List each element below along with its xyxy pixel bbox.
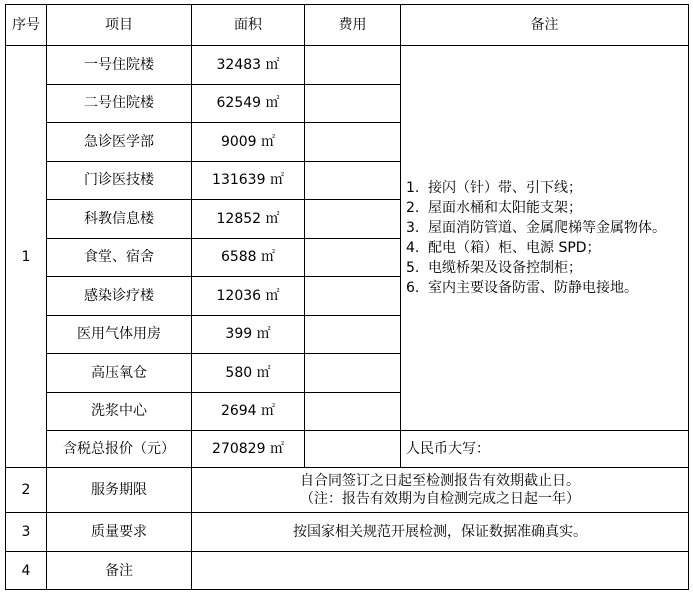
service-period-value: [192, 468, 689, 513]
inspection-scope-remark: [401, 46, 689, 431]
header-item: 项目: [47, 5, 192, 46]
remark-item: [406, 198, 682, 218]
table-row: [6, 46, 689, 85]
building-area: 32483 ㎡: [192, 46, 305, 85]
note-value: [192, 552, 689, 590]
building-name: 急诊医学部: [47, 123, 192, 162]
building-name: 感染诊疗楼: [47, 277, 192, 316]
fee-cell: [305, 200, 401, 239]
remark-number: 1.: [406, 180, 420, 196]
service-period-label: 服务期限: [47, 468, 192, 513]
building-name: 洗浆中心: [47, 392, 192, 431]
service-period-line2: （注：报告有效期为自检测完成之日起一年）: [300, 491, 580, 507]
remark-number: 3.: [406, 220, 420, 236]
remark-text: 配电（箱）柜、电源 SPD；: [428, 240, 601, 256]
remark-number: 2.: [406, 200, 420, 216]
header-remark: 备注: [401, 5, 689, 46]
bid-price-table: [5, 4, 689, 590]
building-name: 门诊医技楼: [47, 161, 192, 200]
note-row: [6, 552, 689, 590]
header-fee: 费用: [305, 5, 401, 46]
building-area: 131639 ㎡: [192, 161, 305, 200]
remark-item: [406, 238, 682, 258]
service-period-row: [6, 468, 689, 513]
remark-number: 4.: [406, 240, 420, 256]
row-number: 1: [6, 46, 47, 468]
fee-cell: [305, 277, 401, 316]
building-name: 科教信息楼: [47, 200, 192, 239]
remark-text: 接闪（针）带、引下线；: [428, 180, 582, 196]
total-row: [6, 431, 689, 468]
quality-label: 质量要求: [47, 513, 192, 552]
total-fee-cell: [305, 431, 401, 468]
building-area: 12852 ㎡: [192, 200, 305, 239]
remark-list: [406, 178, 682, 298]
fee-cell: [305, 84, 401, 123]
remark-text: 屋面水桶和太阳能支架；: [428, 200, 582, 216]
fee-cell: [305, 315, 401, 354]
remark-text: 屋面消防管道、金属爬梯等金属物体。: [428, 220, 666, 236]
building-area: 580 ㎡: [192, 354, 305, 393]
quality-row: [6, 513, 689, 552]
remark-number: 5.: [406, 260, 420, 276]
building-area: 399 ㎡: [192, 315, 305, 354]
remark-item: [406, 218, 682, 238]
fee-cell: [305, 354, 401, 393]
header-no: 序号: [6, 5, 47, 46]
remark-item: [406, 278, 682, 298]
fee-cell: [305, 392, 401, 431]
building-area: 9009 ㎡: [192, 123, 305, 162]
remark-item: [406, 258, 682, 278]
total-area: 270829 ㎡: [192, 431, 305, 468]
row-number: 4: [6, 552, 47, 590]
note-label: 备注: [47, 552, 192, 590]
remark-text: 电缆桥架及设备控制柜；: [428, 260, 582, 276]
building-name: 二号住院楼: [47, 84, 192, 123]
fee-cell: [305, 46, 401, 85]
remark-item: [406, 178, 682, 198]
building-name: 食堂、宿舍: [47, 238, 192, 277]
fee-cell: [305, 161, 401, 200]
rmb-uppercase-label: 人民币大写：: [401, 431, 689, 468]
service-period-line1: 自合同签订之日起至检测报告有效期截止日。: [300, 473, 580, 489]
remark-text: 室内主要设备防雷、防静电接地。: [428, 280, 638, 296]
building-area: 62549 ㎡: [192, 84, 305, 123]
quality-value: 按国家相关规范开展检测，保证数据准确真实。: [192, 513, 689, 552]
header-area: 面积: [192, 5, 305, 46]
remark-number: 6.: [406, 280, 420, 296]
building-area: 2694 ㎡: [192, 392, 305, 431]
row-number: 3: [6, 513, 47, 552]
building-area: 6588 ㎡: [192, 238, 305, 277]
fee-cell: [305, 123, 401, 162]
building-name: 高压氧仓: [47, 354, 192, 393]
building-area: 12036 ㎡: [192, 277, 305, 316]
building-name: 一号住院楼: [47, 46, 192, 85]
building-name: 医用气体用房: [47, 315, 192, 354]
fee-cell: [305, 238, 401, 277]
header-row: [6, 5, 689, 46]
row-number: 2: [6, 468, 47, 513]
total-label: 含税总报价（元）: [47, 431, 192, 468]
